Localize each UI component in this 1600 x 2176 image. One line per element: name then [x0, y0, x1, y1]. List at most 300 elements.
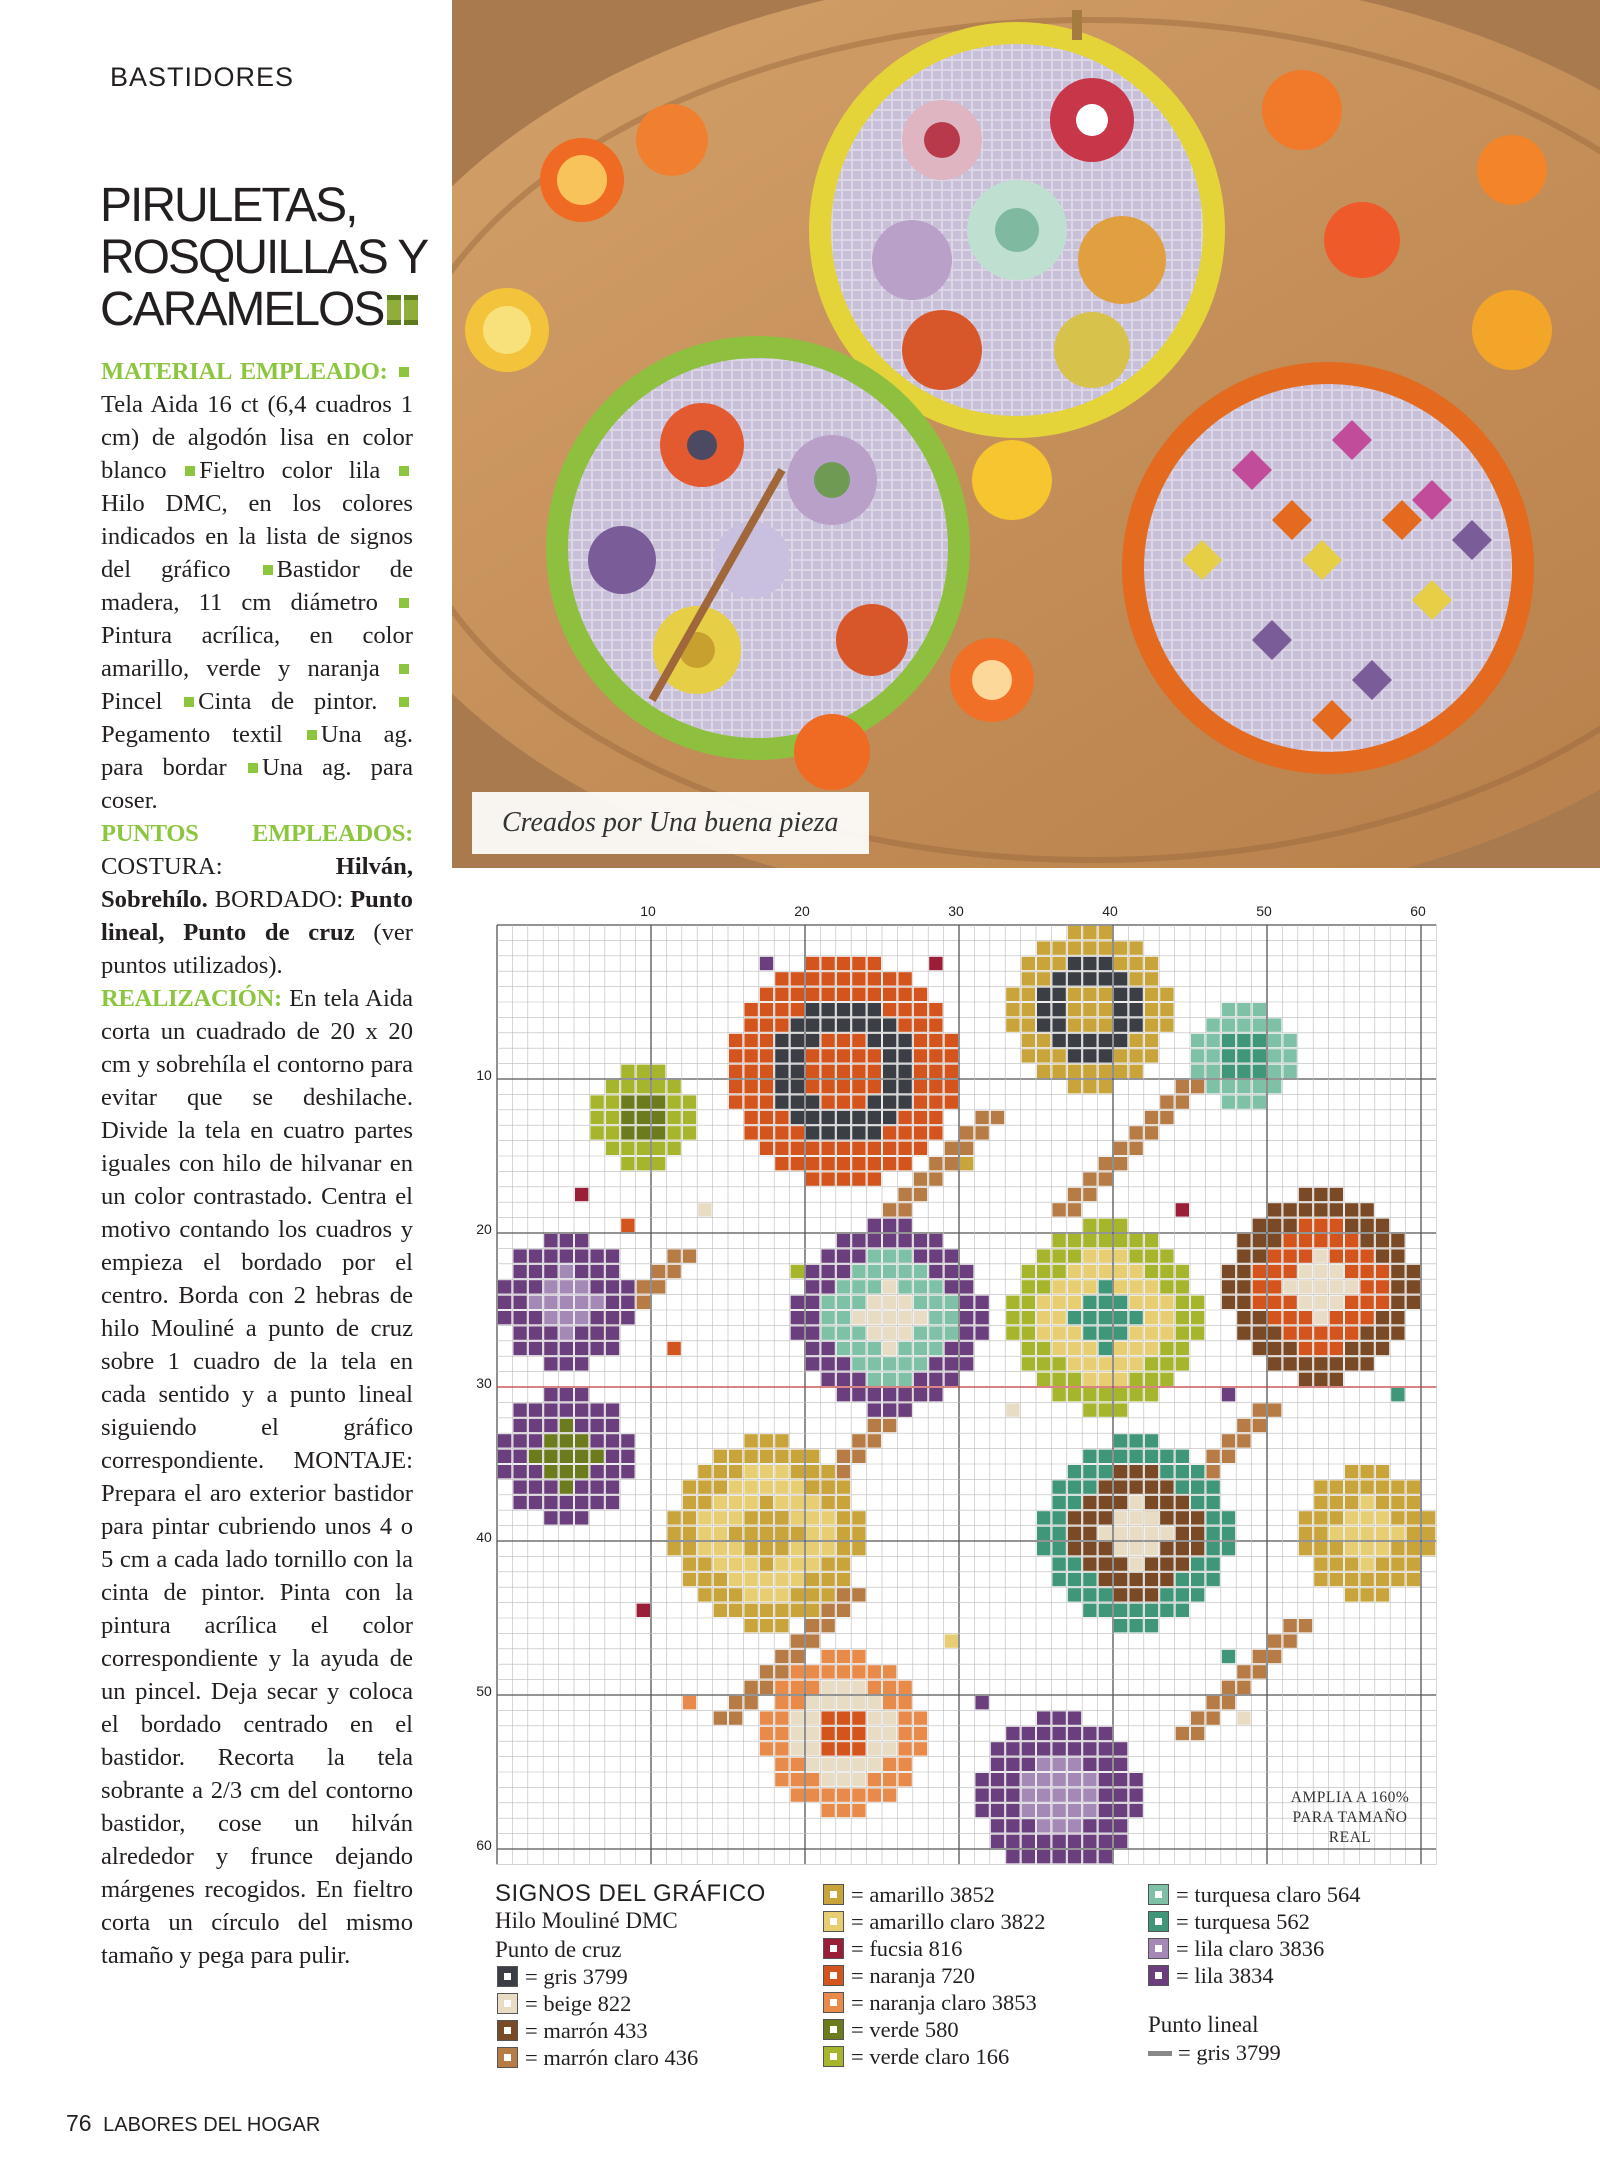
stitch-cell	[1176, 1542, 1189, 1555]
stitch-cell	[1006, 1018, 1019, 1031]
stitch-cell	[760, 1126, 773, 1139]
stitch-cell	[729, 1450, 742, 1463]
stitch-cell	[1253, 1419, 1266, 1432]
stitch-cell	[1037, 1773, 1050, 1786]
stitch-cell	[1068, 1511, 1081, 1524]
stitch-cell	[868, 1373, 881, 1386]
stitch-cell	[868, 988, 881, 1001]
stitch-cell	[1006, 1804, 1019, 1817]
stitch-cell	[775, 1557, 788, 1570]
stitch-cell	[821, 1049, 834, 1062]
y-tick-label: 40	[476, 1529, 492, 1545]
stitch-cell	[637, 1157, 650, 1170]
stitch-cell	[1052, 1357, 1065, 1370]
stitch-cell	[1099, 1511, 1112, 1524]
stitch-cell	[1222, 1542, 1235, 1555]
stitch-cell	[1176, 1557, 1189, 1570]
stitch-cell	[1283, 1634, 1296, 1647]
stitch-cell	[791, 1527, 804, 1540]
legend-item: = lila claro 3836	[1148, 1935, 1361, 1962]
stitch-cell	[1268, 1249, 1281, 1262]
stitch-cell	[1145, 1126, 1158, 1139]
stitch-cell	[960, 1126, 973, 1139]
stitch-cell	[791, 1142, 804, 1155]
stitch-cell	[1206, 1527, 1219, 1540]
stitch-cell	[744, 1018, 757, 1031]
bullet-square-icon	[307, 730, 317, 740]
stitch-cell	[1206, 1450, 1219, 1463]
stitch-cell	[1314, 1373, 1327, 1386]
stitch-cell	[1145, 1557, 1158, 1570]
stitch-cell	[821, 1265, 834, 1278]
stitch-cell	[1037, 972, 1050, 985]
stitch-cell	[837, 1758, 850, 1771]
stitch-cell	[729, 1511, 742, 1524]
stitch-cell	[1283, 1342, 1296, 1355]
stitch-cell	[1114, 941, 1127, 954]
stitch-cell	[1083, 1758, 1096, 1771]
stitch-cell	[1360, 1557, 1373, 1570]
stitch-cell	[791, 1665, 804, 1678]
stitch-cell	[806, 1496, 819, 1509]
stitch-cell	[852, 1034, 865, 1047]
stitch-cell	[1083, 1265, 1096, 1278]
stitch-cell	[1037, 1280, 1050, 1293]
stitch-cell	[837, 1265, 850, 1278]
stitch-cell	[898, 1049, 911, 1062]
stitch-cell	[852, 1511, 865, 1524]
color-swatch-icon	[1148, 1938, 1169, 1959]
stitch-cell	[1268, 1080, 1281, 1093]
stitch-cell	[1268, 1403, 1281, 1416]
stitch-cell	[929, 1373, 942, 1386]
stitch-cell	[991, 1742, 1004, 1755]
stitch-cell	[1376, 1542, 1389, 1555]
stitch-cell	[898, 1696, 911, 1709]
stitch-cell	[868, 1711, 881, 1724]
stitch-cell	[960, 1142, 973, 1155]
stitch-cell	[1237, 1434, 1250, 1447]
stitch-cell	[945, 1326, 958, 1339]
stitch-cell	[544, 1434, 557, 1447]
stitch-cell	[806, 972, 819, 985]
stitch-cell	[1314, 1357, 1327, 1370]
stitch-cell	[1176, 1265, 1189, 1278]
stitch-cell	[898, 1111, 911, 1124]
section-label: BASTIDORES	[110, 62, 295, 92]
stitch-cell	[821, 1788, 834, 1801]
stitch-cell	[837, 1049, 850, 1062]
stitch-cell	[1114, 1034, 1127, 1047]
stitch-cell	[791, 1634, 804, 1647]
stitch-cell	[775, 1080, 788, 1093]
legend-item: = verde 580	[823, 2016, 1046, 2043]
stitch-cell	[898, 1296, 911, 1309]
realizacion-text: En tela Aida corta un cuadrado de 20 x 20 cm y sobrehíla el contorno para evitar que se deshilache. Divide la tela en cuatro partes iguales con hilo de hilvanar en un color contrastado. Centra el motivo contando los cuadros y empieza el bordado por el centro. Borda con 2 hebras de hilo Mouliné a punto de cruz sobre 1 cuadro de la tela en cada sentido y a punto lineal siguiendo el gráfico correspondiente.	[101, 985, 413, 1474]
stitch-cell	[837, 1388, 850, 1401]
stitch-cell	[760, 1480, 773, 1493]
stitch-cell	[683, 1111, 696, 1124]
stitch-cell	[1391, 1280, 1404, 1293]
stitch-cell	[1191, 1727, 1204, 1740]
stitch-cell	[898, 1065, 911, 1078]
stitch-cell	[1314, 1280, 1327, 1293]
stitch-cell	[806, 1126, 819, 1139]
stitch-cell	[1191, 1034, 1204, 1047]
stitch-cell	[1114, 1219, 1127, 1232]
stitch-cell	[1068, 1296, 1081, 1309]
stitch-cell	[1114, 1003, 1127, 1016]
stitch-cell	[1176, 1588, 1189, 1601]
stitch-cell	[791, 1450, 804, 1463]
stitch-cell	[683, 1249, 696, 1262]
stitch-cell	[1099, 1249, 1112, 1262]
stitch-cell	[744, 1480, 757, 1493]
stitch-cell	[852, 988, 865, 1001]
stitch-cell	[1099, 1850, 1112, 1863]
stitch-cell	[1052, 1234, 1065, 1247]
stitch-cell	[1068, 1496, 1081, 1509]
stitch-cell	[606, 1249, 619, 1262]
stitch-cell	[1360, 1357, 1373, 1370]
stitch-cell	[837, 1126, 850, 1139]
stitch-cell	[698, 1542, 711, 1555]
stitch-cell	[744, 1588, 757, 1601]
stitch-cell	[1052, 957, 1065, 970]
stitch-cell	[760, 1573, 773, 1586]
stitch-cell	[883, 1665, 896, 1678]
stitch-cell	[1006, 1788, 1019, 1801]
stitch-cell	[652, 1157, 665, 1170]
stitch-cell	[945, 1080, 958, 1093]
legend-item: = fucsia 816	[823, 1935, 1046, 1962]
stitch-cell	[1129, 1619, 1142, 1632]
stitch-cell	[1376, 1296, 1389, 1309]
stitch-cell	[929, 1003, 942, 1016]
stitch-cell	[852, 1773, 865, 1786]
stitch-cell	[560, 1450, 573, 1463]
stitch-cell	[1145, 1249, 1158, 1262]
stitch-cell	[883, 1018, 896, 1031]
stitch-cell	[529, 1311, 542, 1324]
stitch-cell	[821, 972, 834, 985]
stitch-cell	[1083, 1388, 1096, 1401]
stitch-cell	[1360, 1496, 1373, 1509]
stitch-cell	[1129, 941, 1142, 954]
bullet-square-icon	[263, 565, 273, 575]
stitch-cell	[775, 1065, 788, 1078]
stitch-cell	[1022, 1773, 1035, 1786]
title-line-2: ROSQUILLAS Y	[100, 231, 428, 284]
stitch-cell	[960, 1311, 973, 1324]
stitch-cell	[914, 1311, 927, 1324]
stitch-cell	[1283, 1280, 1296, 1293]
stitch-cell	[1268, 1049, 1281, 1062]
stitch-cell	[1006, 1727, 1019, 1740]
stitch-cell	[852, 1234, 865, 1247]
stitch-cell	[1376, 1326, 1389, 1339]
stitch-cell	[1160, 1280, 1173, 1293]
stitch-cell	[1052, 988, 1065, 1001]
legend-column-3	[1148, 1881, 1361, 1989]
stitch-cell	[1206, 1511, 1219, 1524]
stitch-cell	[821, 1249, 834, 1262]
stitch-cell	[975, 1111, 988, 1124]
stitch-cell	[898, 1203, 911, 1216]
stitch-cell	[1237, 1681, 1250, 1694]
stitch-cell	[1376, 1527, 1389, 1540]
stitch-cell	[929, 1172, 942, 1185]
stitch-cell	[575, 1357, 588, 1370]
stitch-cell	[590, 1419, 603, 1432]
stitch-cell	[1129, 1450, 1142, 1463]
stitch-cell	[775, 1711, 788, 1724]
stitch-cell	[575, 1249, 588, 1262]
stitch-cell	[1037, 1542, 1050, 1555]
stitch-cell	[1083, 1542, 1096, 1555]
stitch-cell	[1253, 1665, 1266, 1678]
material-item: Pincel	[101, 688, 163, 715]
stitch-cell	[991, 1111, 1004, 1124]
stitch-cell	[575, 1465, 588, 1478]
stitch-cell	[837, 988, 850, 1001]
stitch-cell	[1391, 1311, 1404, 1324]
stitch-cell	[1145, 1511, 1158, 1524]
stitch-cell	[821, 1727, 834, 1740]
stitch-cell	[1114, 957, 1127, 970]
color-swatch-icon	[497, 2047, 518, 2068]
stitch-cell	[852, 1080, 865, 1093]
stitch-cell	[1129, 1126, 1142, 1139]
stitch-cell	[498, 1450, 511, 1463]
stitch-cell	[667, 1126, 680, 1139]
stitch-cell	[1376, 1265, 1389, 1278]
stitch-cell	[1083, 1403, 1096, 1416]
stitch-cell	[945, 1357, 958, 1370]
stitch-cell	[760, 1003, 773, 1016]
stitch-cell	[1129, 1342, 1142, 1355]
stitch-cell	[1191, 1542, 1204, 1555]
stitch-cell	[868, 1357, 881, 1370]
stitch-cell	[868, 1742, 881, 1755]
stitch-cell	[837, 957, 850, 970]
stitch-cell	[791, 1773, 804, 1786]
stitch-cell	[606, 1480, 619, 1493]
stitch-cell	[1145, 1588, 1158, 1601]
stitch-cell	[821, 1511, 834, 1524]
stitch-cell	[667, 1142, 680, 1155]
stitch-cell	[1145, 1527, 1158, 1540]
stitch-cell	[868, 972, 881, 985]
stitch-cell	[1052, 1727, 1065, 1740]
stitch-cell	[1052, 1003, 1065, 1016]
stitch-cell	[1237, 1049, 1250, 1062]
stitch-cell	[852, 1650, 865, 1663]
stitch-cell	[806, 1280, 819, 1293]
stitch-cell	[1114, 1234, 1127, 1247]
stitch-cell	[1037, 1850, 1050, 1863]
stitch-cell	[1099, 1804, 1112, 1817]
stitch-cell	[914, 1065, 927, 1078]
costura-label: COSTURA:	[101, 853, 223, 880]
stitch-cell	[1099, 1542, 1112, 1555]
stitch-cell	[529, 1403, 542, 1416]
stitch-cell	[1083, 1172, 1096, 1185]
stitch-cell	[1083, 941, 1096, 954]
stitch-cell	[1099, 1403, 1112, 1416]
stitch-cell	[1006, 1850, 1019, 1863]
stitch-cell	[1129, 1003, 1142, 1016]
stitch-cell	[1345, 1219, 1358, 1232]
stitch-cell	[883, 1727, 896, 1740]
stitch-cell	[883, 1095, 896, 1108]
stitch-cell	[1114, 1157, 1127, 1170]
stitch-cell	[1160, 1111, 1173, 1124]
stitch-cell	[1268, 1296, 1281, 1309]
stitch-cell	[1083, 1588, 1096, 1601]
stitch-cell	[637, 1111, 650, 1124]
stitch-cell	[1068, 1342, 1081, 1355]
stitch-cell	[1360, 1480, 1373, 1493]
stitch-cell	[883, 1080, 896, 1093]
stitch-cell	[1283, 1619, 1296, 1632]
stitch-cell	[1237, 1311, 1250, 1324]
stitch-cell	[1083, 1003, 1096, 1016]
stitch-cell	[775, 1018, 788, 1031]
color-swatch-icon	[823, 2046, 844, 2067]
stitch-cell	[606, 1311, 619, 1324]
stitch-cell	[791, 1742, 804, 1755]
stitch-cell	[929, 1126, 942, 1139]
stitch-cell	[714, 1496, 727, 1509]
stitch-cell	[883, 1111, 896, 1124]
stitch-cell	[560, 1249, 573, 1262]
article-body	[101, 355, 413, 1972]
stitch-cell	[590, 1280, 603, 1293]
stitch-cell	[760, 1080, 773, 1093]
stitch-cell	[744, 1573, 757, 1586]
stitch-cell	[760, 1434, 773, 1447]
stitch-cell	[806, 1018, 819, 1031]
material-item: Fieltro color lila	[199, 457, 381, 484]
stitch-cell	[575, 1265, 588, 1278]
stitch-cell	[729, 1049, 742, 1062]
stitch-cell	[1206, 1034, 1219, 1047]
stitch-cell	[883, 1696, 896, 1709]
stitch-cell	[852, 1326, 865, 1339]
stitch-cell	[1391, 1234, 1404, 1247]
stitch-cell	[806, 1557, 819, 1570]
stitch-cell	[1052, 1573, 1065, 1586]
stitch-cell	[760, 1018, 773, 1031]
stitch-cell	[914, 1234, 927, 1247]
stitch-cell	[898, 1280, 911, 1293]
stitch-cell	[945, 1065, 958, 1078]
stitch-cell	[544, 1480, 557, 1493]
color-swatch-icon	[823, 1965, 844, 1986]
stitch-cell	[1022, 1342, 1035, 1355]
stitch-cell	[806, 1634, 819, 1647]
stitch-cell	[1083, 1480, 1096, 1493]
stitch-cell	[1068, 1003, 1081, 1016]
stitch-cell	[1222, 1034, 1235, 1047]
stitch-cell	[1052, 1819, 1065, 1832]
stitch-cell	[806, 1727, 819, 1740]
stitch-cell	[560, 1296, 573, 1309]
stitch-cell	[1160, 1265, 1173, 1278]
stitch-cell	[806, 1003, 819, 1016]
legend-item: = marrón 433	[497, 2017, 698, 2044]
stitch-cell	[1022, 1311, 1035, 1324]
stitch-cell	[898, 1357, 911, 1370]
stitch-cell	[1237, 1326, 1250, 1339]
stitch-cell	[1360, 1511, 1373, 1524]
stitch-cell	[775, 972, 788, 985]
stitch-cell	[837, 1034, 850, 1047]
bordado-label: BORDADO:	[214, 886, 344, 913]
stitch-cell	[1253, 1065, 1266, 1078]
stitch-cell	[1068, 1249, 1081, 1262]
stitch-cell	[852, 1696, 865, 1709]
stitch-cell	[914, 1126, 927, 1139]
stitch-cell	[560, 1480, 573, 1493]
stitch-cell	[791, 1758, 804, 1771]
stitch-cell	[945, 1342, 958, 1355]
stitch-cell	[945, 1296, 958, 1309]
stitch-cell	[1037, 1049, 1050, 1062]
stitch-cell	[852, 972, 865, 985]
stitch-cell	[1068, 988, 1081, 1001]
stitch-cell	[837, 1234, 850, 1247]
photo-illustration	[452, 0, 1600, 868]
stitch-cell	[1114, 1542, 1127, 1555]
stitch-cell	[837, 972, 850, 985]
stitch-cell	[1360, 1527, 1373, 1540]
stitch-cell	[837, 1573, 850, 1586]
stitch-cell	[1376, 1511, 1389, 1524]
stitch-cell	[729, 1527, 742, 1540]
stitch-cell	[590, 1311, 603, 1324]
stitch-cell	[637, 1296, 650, 1309]
stitch-cell	[1345, 1265, 1358, 1278]
stitch-cell	[1114, 1758, 1127, 1771]
stitch-cell	[744, 1619, 757, 1632]
stitch-cell	[1099, 1357, 1112, 1370]
stitch-cell	[883, 1681, 896, 1694]
stitch-cell	[806, 1465, 819, 1478]
stitch-cell	[621, 1465, 634, 1478]
stitch-cell	[1114, 1588, 1127, 1601]
stitch-cell	[513, 1249, 526, 1262]
stitch-cell	[1099, 1465, 1112, 1478]
stitch-cell	[868, 1419, 881, 1432]
stitch-cell	[791, 1065, 804, 1078]
stitch-cell	[791, 1095, 804, 1108]
stitch-cell	[667, 1342, 680, 1355]
stitch-cell	[898, 972, 911, 985]
stitch-cell	[1052, 1804, 1065, 1817]
stitch-cell	[1253, 1234, 1266, 1247]
stitch-cell	[883, 1296, 896, 1309]
stitch-cell	[868, 1049, 881, 1062]
stitch-cell	[744, 1465, 757, 1478]
stitch-cell	[1052, 1742, 1065, 1755]
stitch-cell	[606, 1419, 619, 1432]
stitch-cell	[1253, 1342, 1266, 1355]
stitch-cell	[1114, 1296, 1127, 1309]
stitch-cell	[1068, 1280, 1081, 1293]
stitch-cell	[868, 1018, 881, 1031]
